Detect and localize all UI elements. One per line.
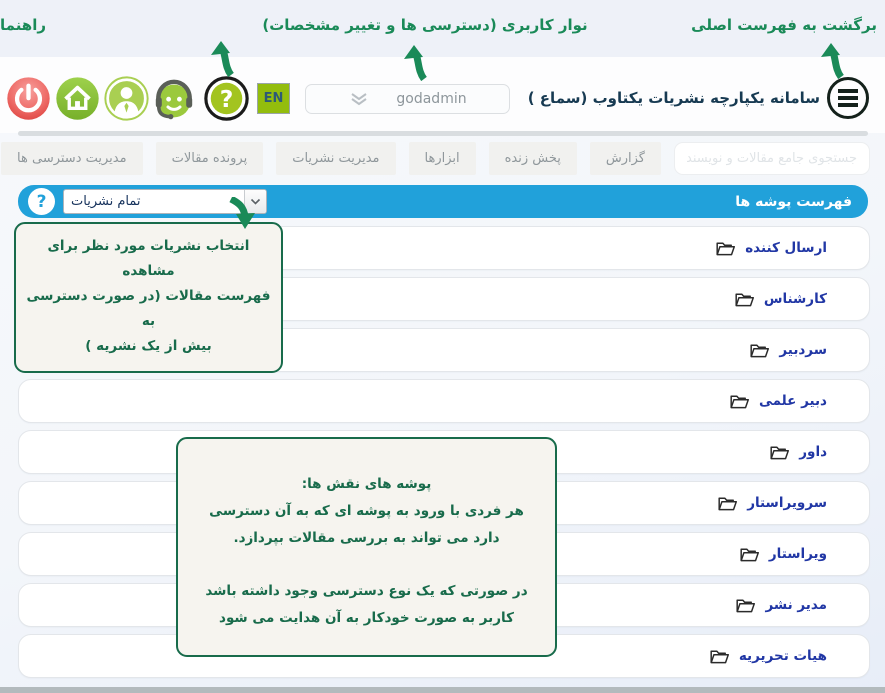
tooltip-line bbox=[194, 552, 539, 578]
folder-help-icon[interactable]: ? bbox=[28, 188, 55, 215]
user-profile-icon[interactable] bbox=[103, 75, 150, 122]
folder-label: هیات تحریریه bbox=[738, 648, 827, 664]
tooltip-line: کاربر به صورت خودکار به آن هدایت می شود bbox=[219, 610, 514, 626]
folder-list-header-bar bbox=[18, 185, 868, 218]
open-folder-icon bbox=[715, 240, 736, 257]
power-logout-icon[interactable] bbox=[6, 76, 51, 121]
chevron-down-icon bbox=[348, 92, 370, 106]
annotation-user-bar: نوار کاربری (دسترسی ها و تغییر مشخصات) bbox=[262, 16, 588, 34]
open-folder-icon bbox=[709, 648, 730, 665]
folder-label: سردبیر bbox=[779, 342, 827, 358]
header-divider bbox=[18, 131, 868, 136]
open-folder-icon bbox=[735, 597, 756, 614]
folder-label: کارشناس bbox=[763, 291, 827, 307]
folder-label: دبیر علمی bbox=[758, 393, 827, 409]
annotation-arrow-icon bbox=[396, 43, 432, 81]
open-folder-icon bbox=[749, 342, 770, 359]
nav-tab[interactable]: پرونده مقالات bbox=[156, 142, 264, 175]
open-folder-icon bbox=[729, 393, 750, 410]
hamburger-bar bbox=[838, 89, 858, 93]
main-menu-hamburger-button[interactable] bbox=[827, 77, 869, 119]
home-icon[interactable] bbox=[55, 76, 100, 121]
folder-label: سرویراستار bbox=[747, 495, 827, 511]
annotation-arrow-icon bbox=[203, 39, 239, 77]
annotation-back-to-main: برگشت به فهرست اصلی bbox=[691, 16, 877, 34]
nav-tab[interactable]: گزارش bbox=[590, 142, 661, 175]
open-folder-icon bbox=[739, 546, 760, 563]
folder-label: داور bbox=[799, 444, 827, 460]
open-folder-icon bbox=[769, 444, 790, 461]
search-input[interactable] bbox=[674, 142, 870, 175]
svg-text:?: ? bbox=[219, 85, 234, 114]
hamburger-bar bbox=[838, 103, 858, 107]
tooltip-line: دارد می تواند به بررسی مقالات بپردازد. bbox=[233, 530, 500, 546]
open-folder-icon bbox=[734, 291, 755, 308]
open-folder-icon bbox=[717, 495, 738, 512]
main-nav-bar bbox=[18, 141, 870, 176]
language-toggle-button[interactable]: EN bbox=[257, 83, 290, 114]
nav-tab[interactable]: مدیریت نشریات bbox=[276, 142, 395, 175]
tooltip-line: پوشه های نقش ها: bbox=[301, 476, 432, 492]
folder-label: ارسال کننده bbox=[745, 240, 827, 256]
selected-publication-label: تمام نشریات bbox=[71, 194, 141, 209]
support-headset-icon[interactable] bbox=[150, 75, 198, 123]
folder-list-title: فهرست پوشه ها bbox=[735, 193, 852, 210]
user-menu-dropdown[interactable] bbox=[305, 84, 510, 114]
folder-row[interactable] bbox=[18, 379, 870, 423]
annotation-arrow-icon bbox=[812, 41, 850, 79]
bottom-edge bbox=[0, 687, 885, 693]
roles-tooltip bbox=[176, 437, 557, 657]
annotation-help: راهنما bbox=[0, 16, 46, 34]
tooltip-line: در صورتی که یک نوع دسترسی وجود داشته باشد bbox=[205, 583, 528, 599]
tooltip-line: فهرست مقالات (در صورت دسترسی به bbox=[26, 287, 271, 329]
app-title: سامانه یکپارچه نشریات یکتاوب (سماع ) bbox=[527, 89, 820, 107]
tooltip-line: هر فردی با ورود به پوشه ای که به آن دسترسی bbox=[209, 503, 524, 519]
folder-label: ویراستار bbox=[768, 546, 827, 562]
nav-tab[interactable]: ابزارها bbox=[409, 142, 476, 175]
tooltip-line: بیش از یک نشریه ) bbox=[85, 337, 212, 354]
filter-tooltip bbox=[14, 222, 283, 373]
nav-tab[interactable]: پخش زنده bbox=[489, 142, 577, 175]
nav-tab[interactable]: مدیریت دسترسی ها bbox=[1, 142, 143, 175]
username-label: godadmin bbox=[396, 91, 467, 107]
folder-label: مدیر نشر bbox=[765, 597, 827, 613]
tooltip-arrow-icon bbox=[219, 197, 259, 231]
tooltip-line: انتخاب نشریات مورد نظر برای مشاهده bbox=[47, 238, 250, 279]
hamburger-bar bbox=[838, 96, 858, 100]
help-question-icon[interactable] bbox=[204, 76, 249, 121]
